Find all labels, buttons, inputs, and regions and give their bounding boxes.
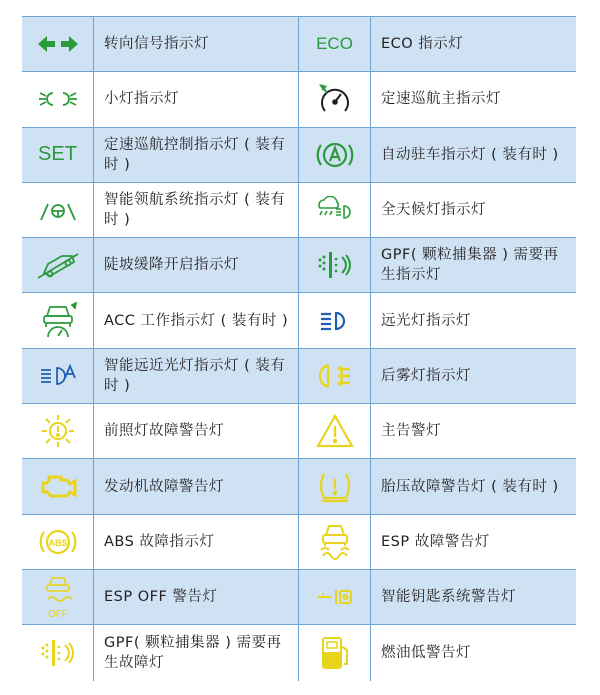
- lamp-label: 后雾灯指示灯: [381, 367, 471, 384]
- svg-text:ABS: ABS: [47, 537, 68, 548]
- turn-signal-arrows-icon: [22, 17, 94, 71]
- lamp-label: 转向信号指示灯: [94, 17, 299, 71]
- gpf-fault-icon: [22, 625, 94, 680]
- table-row: [22, 72, 576, 127]
- hill-descent-icon: [22, 238, 94, 292]
- lamp-label: 智能远近光灯指示灯 ( 装有时 ): [94, 349, 299, 403]
- lamp-label: 全天候灯指示灯: [381, 202, 486, 219]
- lamp-label: 远光灯指示灯: [381, 312, 471, 329]
- lamp-label: ABS 故障指示灯: [94, 515, 299, 569]
- lamp-label: 燃油低警告灯: [381, 644, 471, 661]
- lamp-label: 陡坡缓降开启指示灯: [94, 238, 299, 292]
- table-row: [22, 238, 576, 293]
- engine-fault-icon: [22, 459, 94, 513]
- high-beam-icon: [299, 293, 371, 347]
- table-row: [22, 515, 576, 570]
- table-row: [22, 293, 576, 348]
- gpf-regeneration-icon: [299, 238, 371, 292]
- smart-pilot-icon: [22, 183, 94, 237]
- esp-fault-car-icon: [299, 515, 371, 569]
- abs-fault-icon: [22, 515, 94, 569]
- smart-key-icon: [299, 570, 371, 624]
- all-weather-lamp-icon: [299, 183, 371, 237]
- headlamp-fault-icon: [22, 404, 94, 458]
- esp-off-icon: [22, 570, 94, 624]
- tire-pressure-icon: [299, 459, 371, 513]
- lamp-label: ACC 工作指示灯 ( 装有时 ): [94, 293, 299, 347]
- lamp-label: 智能领航系统指示灯 ( 装有时 ): [94, 183, 299, 237]
- low-fuel-icon: [299, 625, 371, 680]
- table-row: [22, 625, 576, 680]
- table-row: [22, 128, 576, 183]
- lamp-label: 定速巡航主指示灯: [381, 91, 501, 108]
- position-lamp-icon: [22, 72, 94, 126]
- eco-icon: ECO: [299, 17, 371, 71]
- table-row: [22, 404, 576, 459]
- table-row: [22, 183, 576, 238]
- set-icon: SET: [22, 128, 94, 182]
- lamp-label: 胎压故障警告灯 ( 装有时 ): [381, 478, 559, 495]
- lamp-label: 自动驻车指示灯 ( 装有时 ): [381, 146, 559, 163]
- lamp-label: 智能钥匙系统警告灯: [381, 589, 516, 606]
- acc-car-gauge-icon: [22, 293, 94, 347]
- indicator-lamp-table: [22, 16, 576, 680]
- table-row: [22, 459, 576, 514]
- lamp-label: 定速巡航控制指示灯 ( 装有时 ): [94, 128, 299, 182]
- lamp-label: GPF( 颗粒捕集器 ) 需要再生指示灯: [381, 247, 559, 284]
- table-row: [22, 349, 576, 404]
- lamp-label: 小灯指示灯: [94, 72, 299, 126]
- table-row: [22, 17, 576, 72]
- table-row: [22, 570, 576, 625]
- lamp-label: GPF( 颗粒捕集器 ) 需要再生故障灯: [94, 625, 299, 680]
- master-warning-triangle-icon: [299, 404, 371, 458]
- lamp-label: 发动机故障警告灯: [94, 459, 299, 513]
- lamp-label: ECO 指示灯: [381, 36, 464, 53]
- lamp-label: ESP OFF 警告灯: [94, 570, 299, 624]
- auto-hold-a-icon: [299, 128, 371, 182]
- cruise-main-gauge-icon: [299, 72, 371, 126]
- smart-beam-a-icon: [22, 349, 94, 403]
- lamp-label: 主告警灯: [381, 423, 441, 440]
- rear-fog-lamp-icon: [299, 349, 371, 403]
- svg-text:OFF: OFF: [47, 609, 68, 620]
- lamp-label: ESP 故障警告灯: [381, 533, 490, 550]
- lamp-label: 前照灯故障警告灯: [94, 404, 299, 458]
